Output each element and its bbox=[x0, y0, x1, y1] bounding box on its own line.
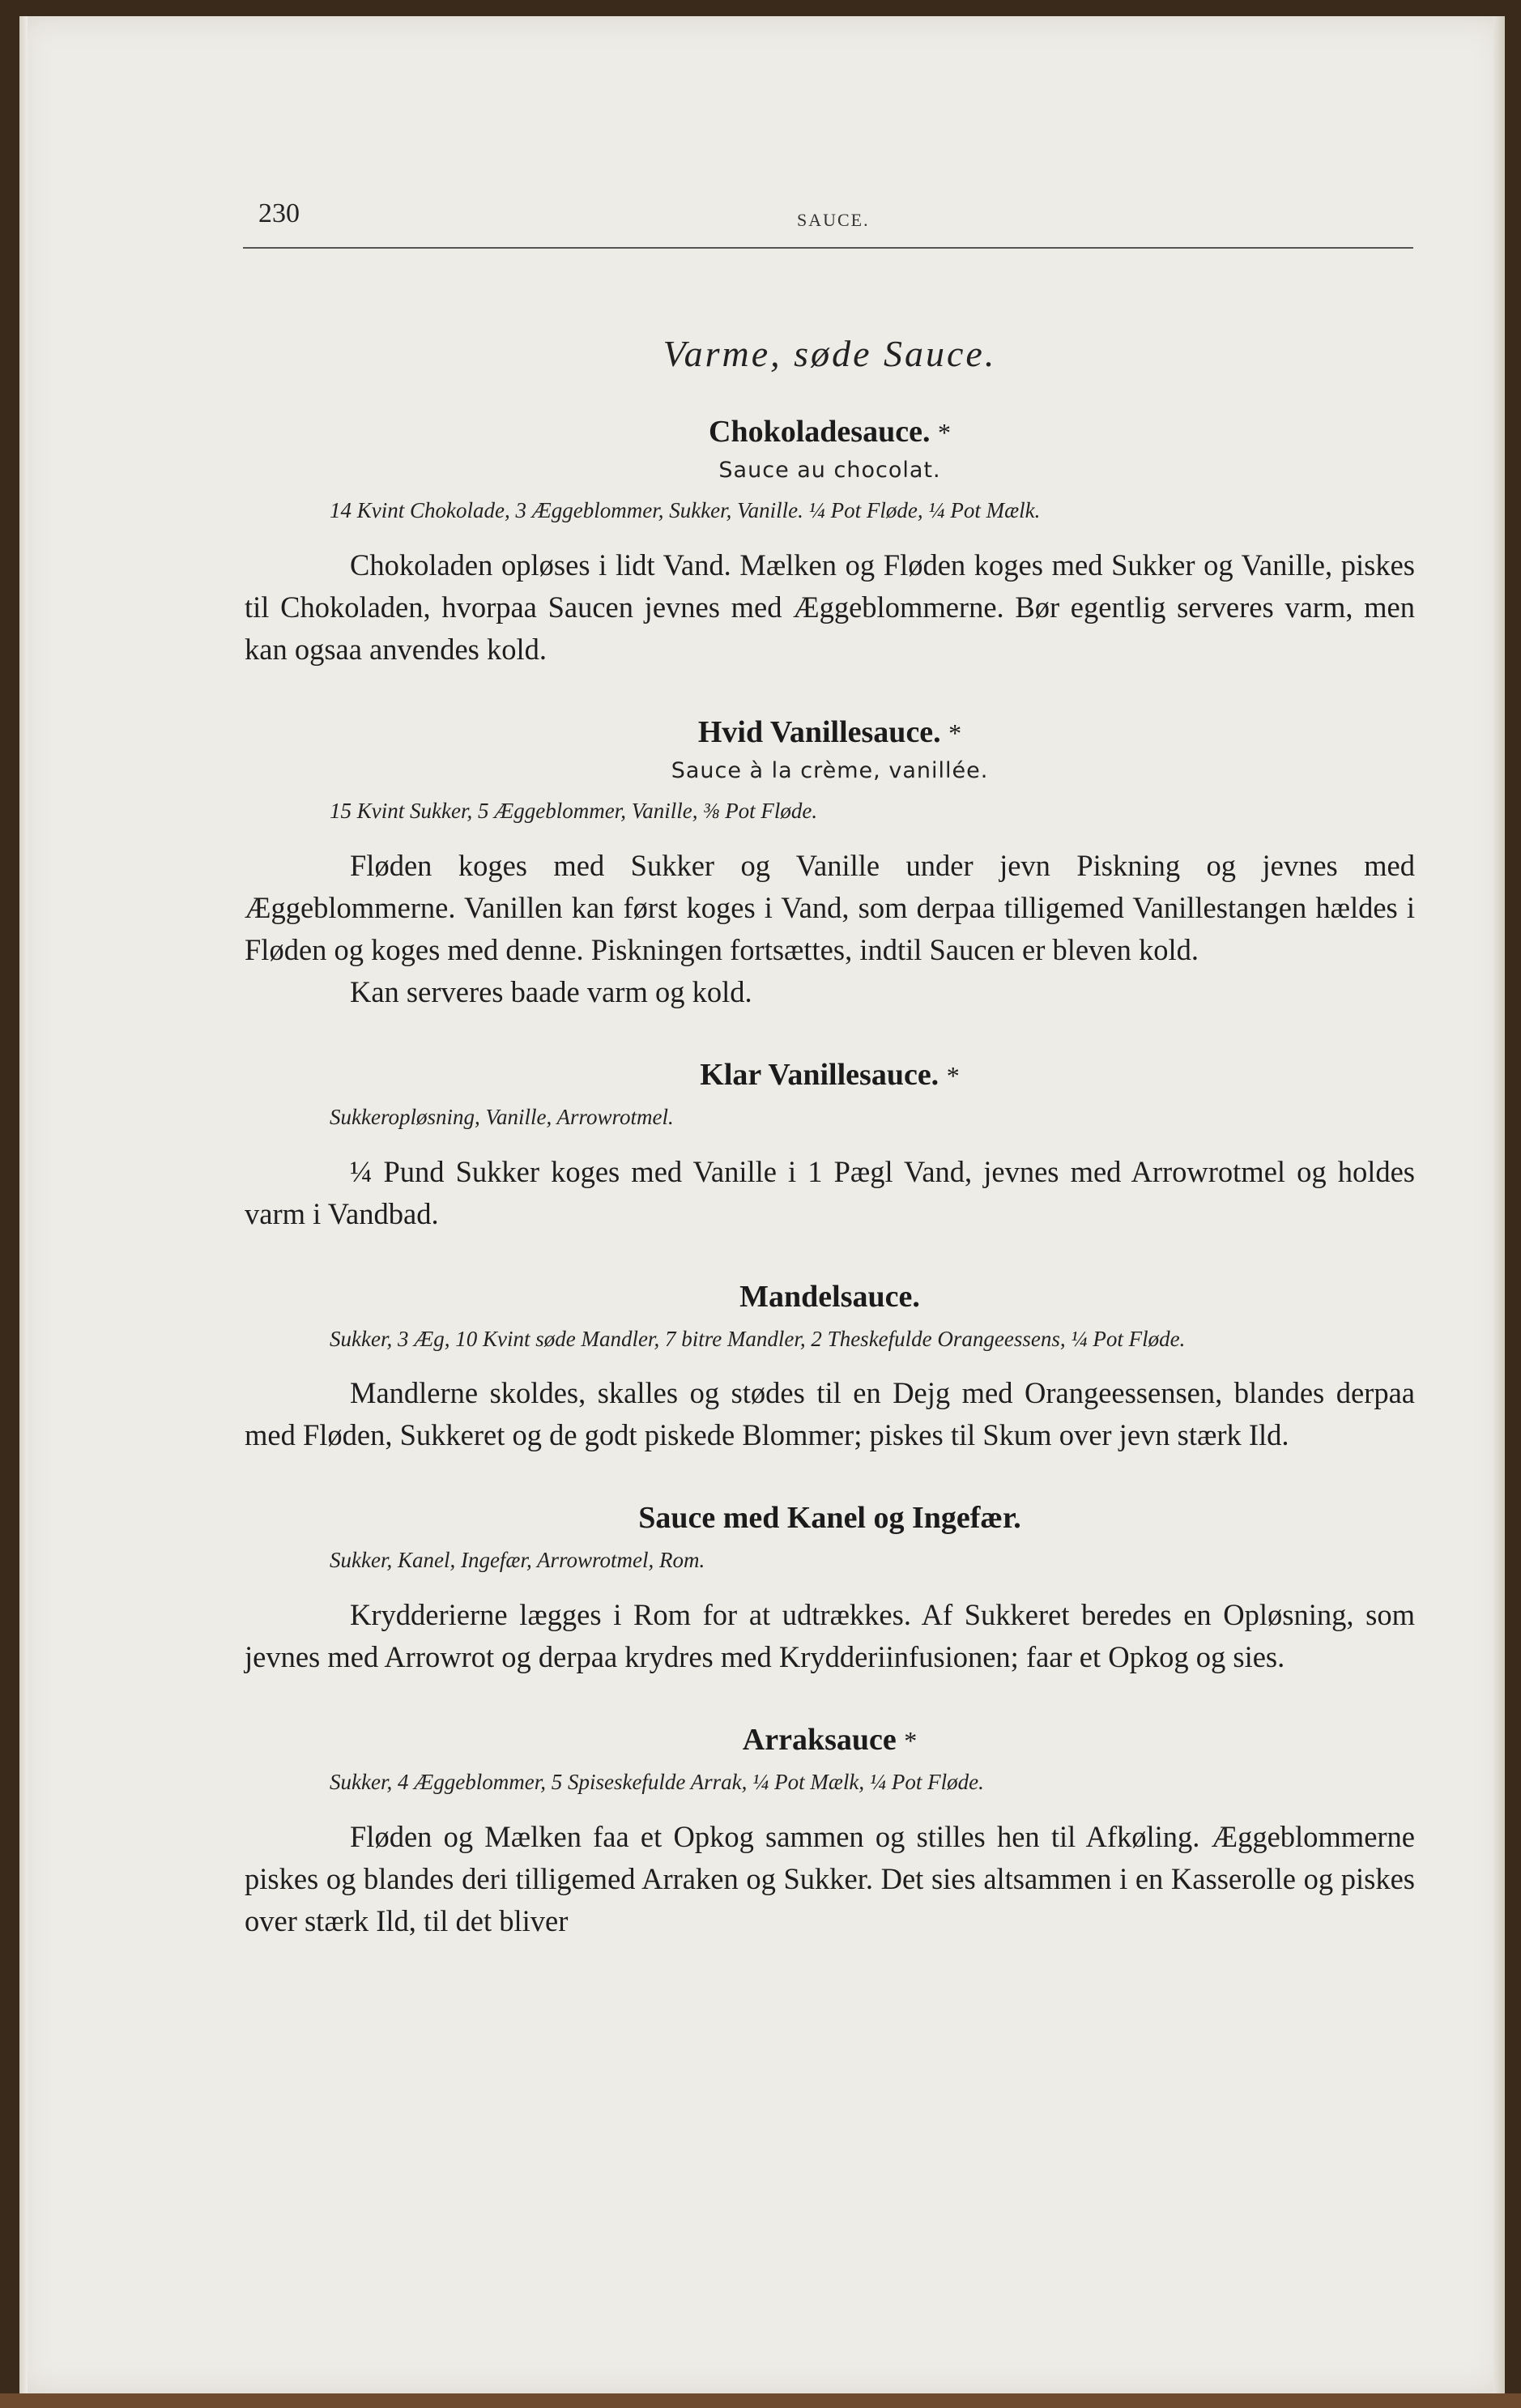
running-head: SAUCE. bbox=[797, 210, 870, 230]
recipe-title-text: Mandelsauce. bbox=[739, 1279, 920, 1314]
recipe-sauce-kanel-ingefaer bbox=[245, 1500, 1415, 1678]
recipe-title bbox=[245, 1057, 1415, 1093]
recipe-title-text: Hvid Vanillesauce. bbox=[697, 714, 941, 749]
recipe-title bbox=[245, 1279, 1415, 1315]
page-content bbox=[245, 308, 1415, 1983]
recipe-body: Fløden koges med Sukker og Vanille under jevn Piskning og jevnes med Æggeblommerne. Vanillen kan først koges i Vand, som derpaa tilligemed Vanillestangen hældes i Fløden og koges med denne. Piskningen fortsættes, indtil Saucen er bleven kold. bbox=[245, 848, 1415, 966]
ingredients-line: Sukker, 3 Æg, 10 Kvint søde Mandler, 7 bitre Mandler, 2 Theskefulde Orangeessens, ¼ Pot Fløde. bbox=[330, 1326, 1186, 1351]
star-mark: * bbox=[946, 1060, 960, 1090]
recipe-subtitle: Sauce à la crème, vanillée. bbox=[671, 757, 989, 783]
recipe-title bbox=[245, 1722, 1415, 1758]
recipe-klar-vanillesauce bbox=[245, 1057, 1415, 1235]
recipe-body: ¼ Pund Sukker koges med Vanille i 1 Pægl Vand, jevnes med Arrowrotmel og holdes varm i Vandbad. bbox=[245, 1154, 1415, 1230]
recipe-subtitle: Sauce au chocolat. bbox=[718, 458, 941, 483]
recipe-title-text: Arraksauce bbox=[742, 1723, 897, 1758]
book-page bbox=[19, 16, 1505, 2393]
recipe-hvid-vanillesauce bbox=[245, 714, 1415, 1013]
star-mark: * bbox=[948, 718, 962, 748]
recipe-title bbox=[245, 414, 1415, 450]
ingredients-line: 14 Kvint Chokolade, 3 Æggeblommer, Sukker, Vanille. ¼ Pot Fløde, ¼ Pot Mælk. bbox=[330, 498, 1041, 522]
recipe-mandelsauce bbox=[245, 1279, 1415, 1457]
ingredients-line: Sukker, 4 Æggeblommer, 5 Spiseskefulde Arrak, ¼ Pot Mælk, ¼ Pot Fløde. bbox=[330, 1770, 984, 1795]
ingredients-line: Sukker, Kanel, Ingefær, Arrowrotmel, Rom. bbox=[330, 1548, 705, 1573]
page-header bbox=[238, 198, 1417, 247]
page-gutter-shadow bbox=[19, 16, 28, 2393]
header-rule bbox=[243, 247, 1413, 249]
star-mark: * bbox=[937, 418, 951, 447]
book-binding-edge bbox=[0, 2393, 1521, 2408]
recipe-title-text: Sauce med Kanel og Ingefær. bbox=[638, 1501, 1021, 1536]
recipe-body: Chokoladen opløses i lidt Vand. Mælken og Fløden koges med Sukker og Vanille, piskes til Chokoladen, hvorpaa Saucen jevnes med Æggeblommerne. Bør egentlig serveres varm, men kan ogsaa anvendes kold. bbox=[245, 548, 1415, 666]
ingredients-line: 15 Kvint Sukker, 5 Æggeblommer, Vanille, ⅜ Pot Fløde. bbox=[330, 798, 818, 823]
recipe-title bbox=[245, 1500, 1415, 1536]
recipe-body: Mandlerne skoldes, skalles og stødes til en Dejg med Orangeessensen, blandes derpaa med Fløden, Sukkeret og de godt piskede Blommer; piskes til Skum over jevn stærk Ild. bbox=[245, 1376, 1415, 1452]
page-number: 230 bbox=[258, 198, 300, 228]
section-title: Varme, søde Sauce. bbox=[663, 333, 997, 374]
page-edge bbox=[1493, 16, 1505, 2393]
recipe-title bbox=[245, 714, 1415, 750]
recipe-body: Fløden og Mælken faa et Opkog sammen og stilles hen til Afkøling. Æggeblommerne piskes og blandes deri tilligemed Arraken og Sukker. Det sies altsammen i en Kasserolle og piskes over stærk Ild, til det bliver bbox=[245, 1820, 1415, 1938]
recipe-body-note: Kan serveres baade varm og kold. bbox=[350, 974, 752, 1008]
recipe-arraksauce bbox=[245, 1722, 1415, 1942]
star-mark: * bbox=[904, 1726, 918, 1756]
recipe-title-text: Klar Vanillesauce. bbox=[700, 1057, 939, 1092]
recipe-body: Krydderierne lægges i Rom for at udtrækkes. Af Sukkeret beredes en Opløsning, som jevnes med Arrowrot og derpaa krydres med Krydderiinfusionen; faar et Opkog og sies. bbox=[245, 1598, 1415, 1674]
recipe-chokoladesauce bbox=[245, 414, 1415, 671]
ingredients-line: Sukkeropløsning, Vanille, Arrowrotmel. bbox=[330, 1104, 674, 1129]
recipe-title-text: Chokoladesauce. bbox=[709, 415, 931, 449]
